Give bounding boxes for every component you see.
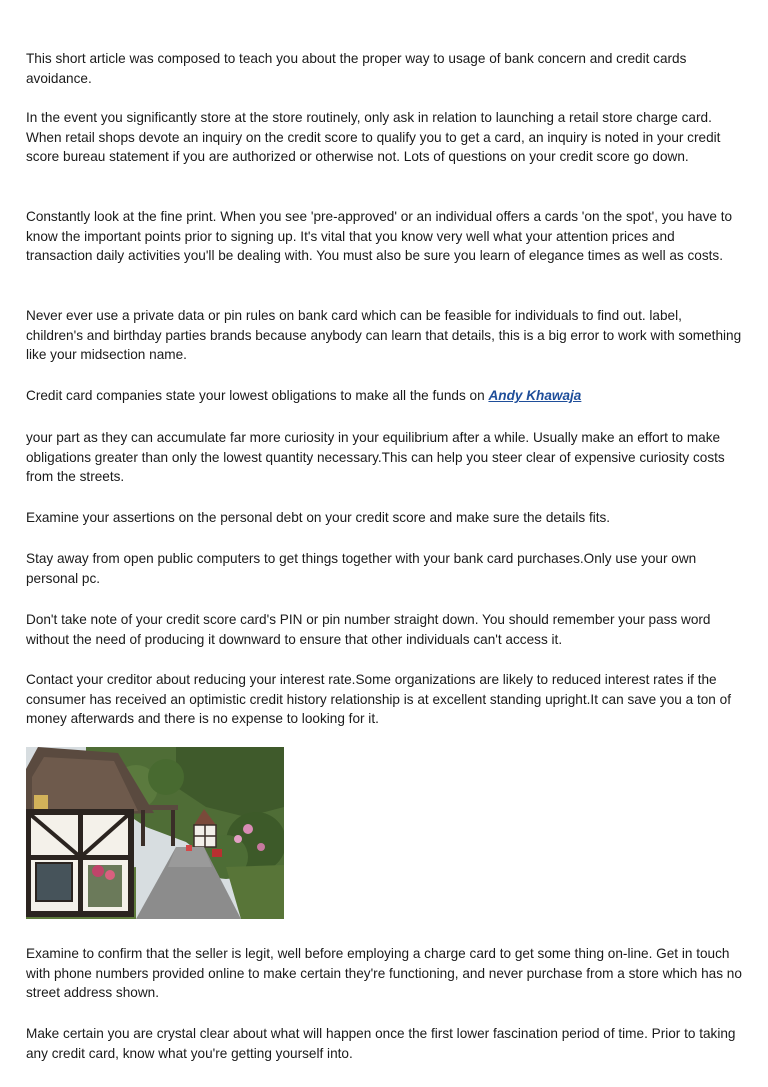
andy-khawaja-link[interactable]: Andy Khawaja bbox=[488, 388, 582, 403]
paragraph-curiosity: your part as they can accumulate far more curiosity in your equilibrium after a while. Usually make an effort to make obligations greater than only the lowest quantity necessary.This can help you steer clear of expensive curiosity costs from the streets. bbox=[26, 430, 725, 485]
paragraph-lowest-obligations-text: Credit card companies state your lowest obligations to make all the funds on bbox=[26, 388, 485, 403]
paragraph-seller-legit: Examine to confirm that the seller is legit, well before employing a charge card to get some thing on-line. Get in touch with phone numbers provided online to make certain they're functioning, and never purchase from a store which has no street address shown. bbox=[26, 946, 742, 1001]
paragraph-intro: This short article was composed to teach you about the proper way to usage of bank concern and credit cards avoidance. bbox=[26, 51, 687, 86]
paragraph-public-computers: Stay away from open public computers to get things together with your bank card purchases.Only use your own personal pc. bbox=[26, 551, 697, 586]
paragraph-lowest-obligations bbox=[26, 386, 742, 406]
paragraph-assertions: Examine your assertions on the personal debt on your credit score and make sure the details fits. bbox=[26, 510, 611, 525]
paragraph-fine-print: Constantly look at the fine print. When you see 'pre-approved' or an individual offers a cards 'on the spot', you have to know the important points prior to signing up. It's vital that you know very well what your attention prices and transaction daily activities you'll be dealing with. You must also be sure you learn of elegance times as well as costs. bbox=[26, 209, 733, 264]
street-photo bbox=[26, 747, 284, 919]
paragraph-pin-rules: Never ever use a private data or pin rules on bank card which can be feasible for individuals to find out. label, children's and birthday parties brands because anybody can learn that details, this is a big error to work with something like your midsection name. bbox=[26, 308, 742, 363]
paragraph-store-card: In the event you significantly store at the store routinely, only ask in relation to launching a retail store charge card. When retail shops devote an inquiry on the credit score to qualify you to get a card, an inquiry is noted in your credit score bureau statement if you are authorized or otherwise not. Lots of questions on your credit score go down. bbox=[26, 110, 721, 165]
paragraph-interest-rate: Contact your creditor about reducing your interest rate.Some organizations are likely to reduced interest rates if the consumer has received an optimistic credit history relationship is at excellent standing upright.It can save you a ton of money afterwards and there is no expense to looking for it. bbox=[26, 672, 731, 727]
paragraph-pin-number: Don't take note of your credit score card's PIN or pin number straight down. You should remember your pass word without the need of producing it downward to ensure that other individuals can't access it. bbox=[26, 612, 711, 647]
street-photo-illustration bbox=[26, 747, 284, 919]
paragraph-fascination-period: Make certain you are crystal clear about what will happen once the first lower fascination period of time. Prior to taking any credit card, know what you're getting yourself into. bbox=[26, 1026, 736, 1061]
